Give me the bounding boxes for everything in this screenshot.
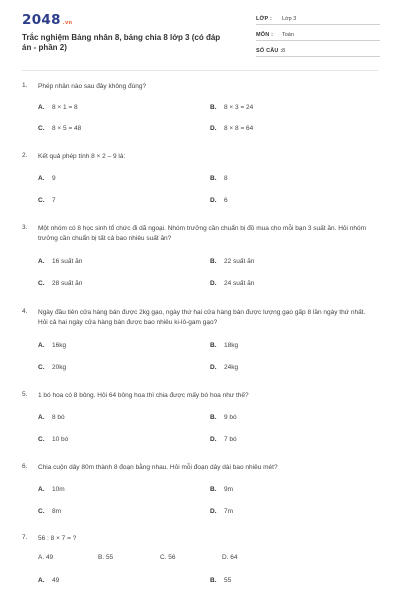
option-text: 8 bó: [52, 414, 65, 421]
option-text: 7m: [224, 508, 234, 515]
inline-choice-d: [222, 554, 238, 561]
option-4c[interactable]: [38, 364, 66, 371]
option-letter: B.: [210, 486, 217, 493]
option-text: 22 suất ăn: [224, 258, 255, 265]
option-text: 9 bó: [224, 414, 237, 421]
option-letter: A.: [38, 258, 45, 265]
meta-question-count: [256, 47, 380, 57]
option-1b[interactable]: [210, 104, 253, 111]
option-letter: A.: [38, 414, 45, 421]
option-letter: D.: [210, 197, 217, 204]
inline-choice-b: [98, 554, 113, 561]
option-6c[interactable]: [38, 508, 61, 515]
option-1c[interactable]: [38, 125, 81, 132]
option-letter: C.: [38, 125, 45, 132]
option-6b[interactable]: [210, 486, 233, 493]
option-text: 16kg: [52, 342, 67, 349]
option-text: 24kg: [224, 364, 239, 371]
option-3a[interactable]: [38, 258, 82, 265]
option-text: 9m: [224, 486, 234, 493]
question-text: 1 bó hoa có 8 bông. Hỏi 64 bông hoa thì chia được mấy bó hoa như thế?: [38, 392, 249, 399]
inline-choice-text: C. 56: [160, 554, 176, 561]
option-text: 8 × 3 = 24: [224, 104, 254, 111]
question-number: 5.: [22, 391, 28, 398]
meta-class: [256, 15, 380, 25]
option-4d[interactable]: [210, 364, 238, 371]
option-text: 8 × 8 = 64: [224, 125, 254, 132]
option-letter: D.: [210, 125, 217, 132]
option-text: 28 suất ăn: [52, 280, 83, 287]
inline-choice-text: A. 49: [38, 554, 54, 561]
question-text: Ngày đầu tiên cửa hàng bán được 2kg gạo, ngày thứ hai cửa hàng bán được lượng gạo gấp 8 lần ngày thứ nhất. Hỏi cả hai ngày cửa hàng bán được bao nhiêu ki-lô-gam gạo?: [38, 309, 366, 326]
inline-choice-text: D. 64: [222, 554, 238, 561]
document-header: [0, 0, 400, 64]
option-5c[interactable]: [38, 436, 68, 443]
option-4a[interactable]: [38, 342, 66, 349]
option-2b[interactable]: [210, 175, 228, 182]
meta-count-value: 8: [282, 48, 286, 54]
option-6d[interactable]: [210, 508, 233, 515]
question-number: 3.: [22, 224, 28, 231]
option-1a[interactable]: [38, 104, 78, 111]
question-text: Kết quả phép tính 8 × 2 – 9 là:: [38, 153, 126, 160]
option-letter: C.: [38, 280, 45, 287]
option-7b[interactable]: [210, 577, 231, 584]
question-number: 1.: [22, 82, 28, 89]
option-letter: B.: [210, 175, 217, 182]
option-2d[interactable]: [210, 197, 228, 204]
option-letter: B.: [210, 258, 217, 265]
option-text: 10m: [52, 486, 65, 493]
option-letter: C.: [38, 508, 45, 515]
question-number: 6.: [22, 463, 28, 470]
option-letter: D.: [210, 280, 217, 287]
option-letter: B.: [210, 414, 217, 421]
option-text: 20kg: [52, 364, 67, 371]
option-letter: B.: [210, 342, 217, 349]
option-text: 8: [224, 175, 228, 182]
header-divider: [22, 70, 378, 71]
option-letter: C.: [38, 436, 45, 443]
option-text: 8 × 1 = 8: [52, 104, 78, 111]
meta-subject-value: Toán: [282, 32, 294, 38]
question-text: Chia cuộn dây 80m thành 8 đoạn bằng nhau. Hỏi mỗi đoạn dây dài bao nhiêu mét?: [38, 464, 278, 471]
option-letter: B.: [210, 577, 217, 584]
option-3c[interactable]: [38, 280, 82, 287]
option-letter: D.: [210, 436, 217, 443]
question-number: 7.: [22, 534, 28, 541]
option-text: 8 × 5 = 48: [52, 125, 82, 132]
site-logo[interactable]: [22, 12, 72, 28]
option-text: 49: [52, 577, 60, 584]
question-number: 2.: [22, 152, 28, 159]
option-letter: A.: [38, 486, 45, 493]
inline-choice-text: B. 55: [98, 554, 114, 561]
option-5b[interactable]: [210, 414, 237, 421]
option-4b[interactable]: [210, 342, 238, 349]
meta-class-value: Lớp 3: [282, 16, 297, 22]
option-letter: C.: [38, 197, 45, 204]
question-text: Phép nhân nào sau đây không đúng?: [38, 83, 147, 90]
option-letter: B.: [210, 104, 217, 111]
inline-choice-c: [160, 554, 176, 561]
option-2a[interactable]: [38, 175, 56, 182]
logo-main: 2048: [22, 12, 61, 28]
option-letter: A.: [38, 577, 45, 584]
inline-choice-a: [38, 554, 53, 561]
option-text: 55: [224, 577, 232, 584]
meta-count-label: SỐ CÂU :: [256, 48, 283, 54]
option-text: 7 bó: [224, 436, 237, 443]
option-letter: A.: [38, 175, 45, 182]
question-number: 4.: [22, 308, 28, 315]
option-7a[interactable]: [38, 577, 59, 584]
option-5a[interactable]: [38, 414, 65, 421]
option-text: 9: [52, 175, 56, 182]
option-text: 16 suất ăn: [52, 258, 83, 265]
option-text: 18kg: [224, 342, 239, 349]
option-letter: A.: [38, 104, 45, 111]
page-title: Trắc nghiệm Bảng nhân 8, bảng chia 8 lớp 3 (có đáp án - phần 2): [22, 33, 221, 52]
option-text: 8m: [52, 508, 62, 515]
option-text: 10 bó: [52, 436, 69, 443]
option-letter: D.: [210, 508, 217, 515]
logo-suffix: .vn: [62, 20, 73, 26]
option-text: 24 suất ăn: [224, 280, 255, 287]
question-text: Một nhóm có 8 học sinh tổ chức đi dã ngoại. Nhóm trưởng cần chuẩn bị đồ mua cho mỗi bạn 3 suất ăn. Hỏi nhóm trưởng cần chuẩn bị tất cả bao nhiêu suất ăn?: [38, 225, 367, 242]
meta-class-label: LỚP :: [256, 16, 272, 22]
option-letter: D.: [210, 364, 217, 371]
option-text: 6: [224, 197, 228, 204]
option-6a[interactable]: [38, 486, 65, 493]
option-5d[interactable]: [210, 436, 237, 443]
option-letter: C.: [38, 364, 45, 371]
option-3b[interactable]: [210, 258, 254, 265]
meta-subject: [256, 31, 380, 41]
option-3d[interactable]: [210, 280, 254, 287]
option-2c[interactable]: [38, 197, 56, 204]
meta-subject-label: MÔN :: [256, 32, 274, 38]
option-text: 7: [52, 197, 56, 204]
option-letter: A.: [38, 342, 45, 349]
question-text: 56 : 8 × 7 = ?: [38, 535, 77, 542]
option-1d[interactable]: [210, 125, 253, 132]
